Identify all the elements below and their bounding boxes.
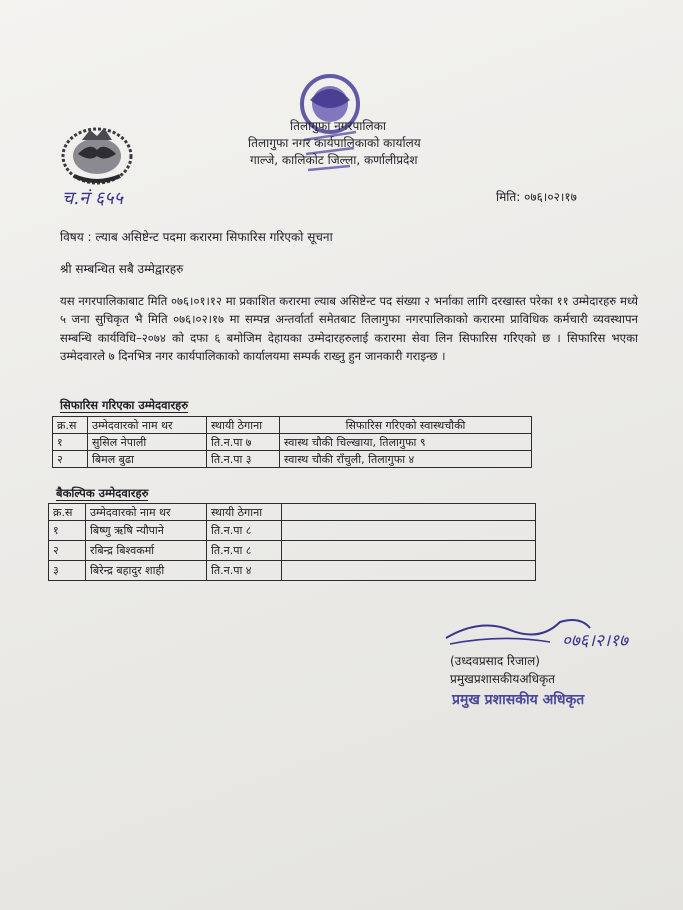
cell-sn: २ <box>49 541 86 561</box>
cell-name: सुसिल नेपाली <box>88 434 207 451</box>
cell-health-post: स्वास्थ चौकी चिल्खाया, तिलागुफा ९ <box>280 434 532 451</box>
col-header-sn: क्र.स <box>49 504 86 521</box>
cell-name: बिरेन्द्र बहादुर शाही <box>86 561 207 581</box>
col-header-empty <box>282 504 536 521</box>
col-header-name: उम्मेदवारको नाम थर <box>88 417 207 434</box>
government-emblem <box>60 120 134 186</box>
cell-empty <box>282 541 536 561</box>
addressee-line: श्री सम्बन्धित सबै उम्मेद्वारहरु <box>60 262 184 276</box>
table-header-row <box>53 417 532 434</box>
designation-stamp: प्रमुख प्रशासकीय अधिकृत <box>452 692 585 708</box>
table-header-row <box>49 504 536 521</box>
issue-date: मिति: ०७६।०२।१७ <box>496 190 577 204</box>
table-row <box>49 561 536 581</box>
cell-empty <box>282 521 536 541</box>
cell-address: ति.न.पा ४ <box>207 561 282 581</box>
cell-sn: ३ <box>49 561 86 581</box>
office-address: गाल्जे, कालिकोट जिल्ला, कर्णालीप्रदेश <box>250 153 418 167</box>
cell-address: ति.न.पा ३ <box>207 451 280 468</box>
cell-sn: १ <box>53 434 88 451</box>
recommended-table <box>52 416 532 468</box>
signatory-name: (उध्दवप्रसाद रिजाल) <box>450 654 540 668</box>
col-header-address: स्थायी ठेगाना <box>207 417 280 434</box>
table-row <box>49 541 536 561</box>
cell-empty <box>282 561 536 581</box>
cell-health-post: स्वास्थ चौकी राँचुली, तिलागुफा ४ <box>280 451 532 468</box>
col-header-address: स्थायी ठेगाना <box>207 504 282 521</box>
cell-sn: २ <box>53 451 88 468</box>
notice-body: यस नगरपालिकाबाट मिति ०७६।०१।१२ मा प्रकाशित करारमा ल्याब असिष्टेन्ट पद संख्या २ भर्नाका लागि दरखास्त परेका ११ उम्मेदारहरु मध्ये ५ जना सुचिकृत भै मिति ०७६।०२।१७ मा सम्पन्न अन्तर्वार्ता समेतबाट तिलागुफा नगरपालिकाको करारमा प्राविधिक कर्मचारी व्यवस्थापन सम्बन्धि कार्यविधि–२०७४ को दफा ६ बमोजिम देहायका उम्मेदारहरुलाई करारमा सेवा लिन सिफारिस गरिएको छ । सिफारिस भएका उम्मेदवारले ७ दिनभित्र नगर कार्यपालिकाको कार्यालयमा सम्पर्क राख्नु हुन जानकारी गराइन्छ । <box>60 294 638 364</box>
cell-address: ति.न.पा ७ <box>207 434 280 451</box>
subject-line: विषय : ल्याब असिष्टेन्ट पदमा करारमा सिफारिस गरिएको सूचना <box>60 230 333 244</box>
cell-address: ति.न.पा ८ <box>207 541 282 561</box>
col-header-name: उम्मेदवारको नाम थर <box>86 504 207 521</box>
cell-sn: १ <box>49 521 86 541</box>
cell-name: बिष्णु ऋषि न्यौपाने <box>86 521 207 541</box>
office-name: तिलागुफा नगर कार्यपालिकाको कार्यालय <box>248 136 421 150</box>
municipality-name: तिलागुफा नगरपालिका <box>290 119 386 133</box>
reference-number: च.नं ६५५ <box>62 188 123 209</box>
alternate-table <box>48 503 536 581</box>
cell-address: ति.न.पा ८ <box>207 521 282 541</box>
signatory-designation: प्रमुखप्रशासकीयअधिकृत <box>450 672 556 686</box>
table-row <box>49 521 536 541</box>
signature-date: ०७६।२।१७ <box>562 631 628 651</box>
col-header-sn: क्र.स <box>53 417 88 434</box>
recommended-title: सिफारिस गरिएका उम्मेदवारहरु <box>60 398 189 412</box>
cell-name: रबिन्द्र बिश्वकर्मा <box>86 541 207 561</box>
cell-name: बिमल बुढा <box>88 451 207 468</box>
table-row <box>53 451 532 468</box>
col-header-health-post: सिफारिस गरिएको स्वास्थचौकी <box>280 417 532 434</box>
table-row <box>53 434 532 451</box>
alternate-title: बैकल्पिक उम्मेदवारहरु <box>56 486 149 500</box>
